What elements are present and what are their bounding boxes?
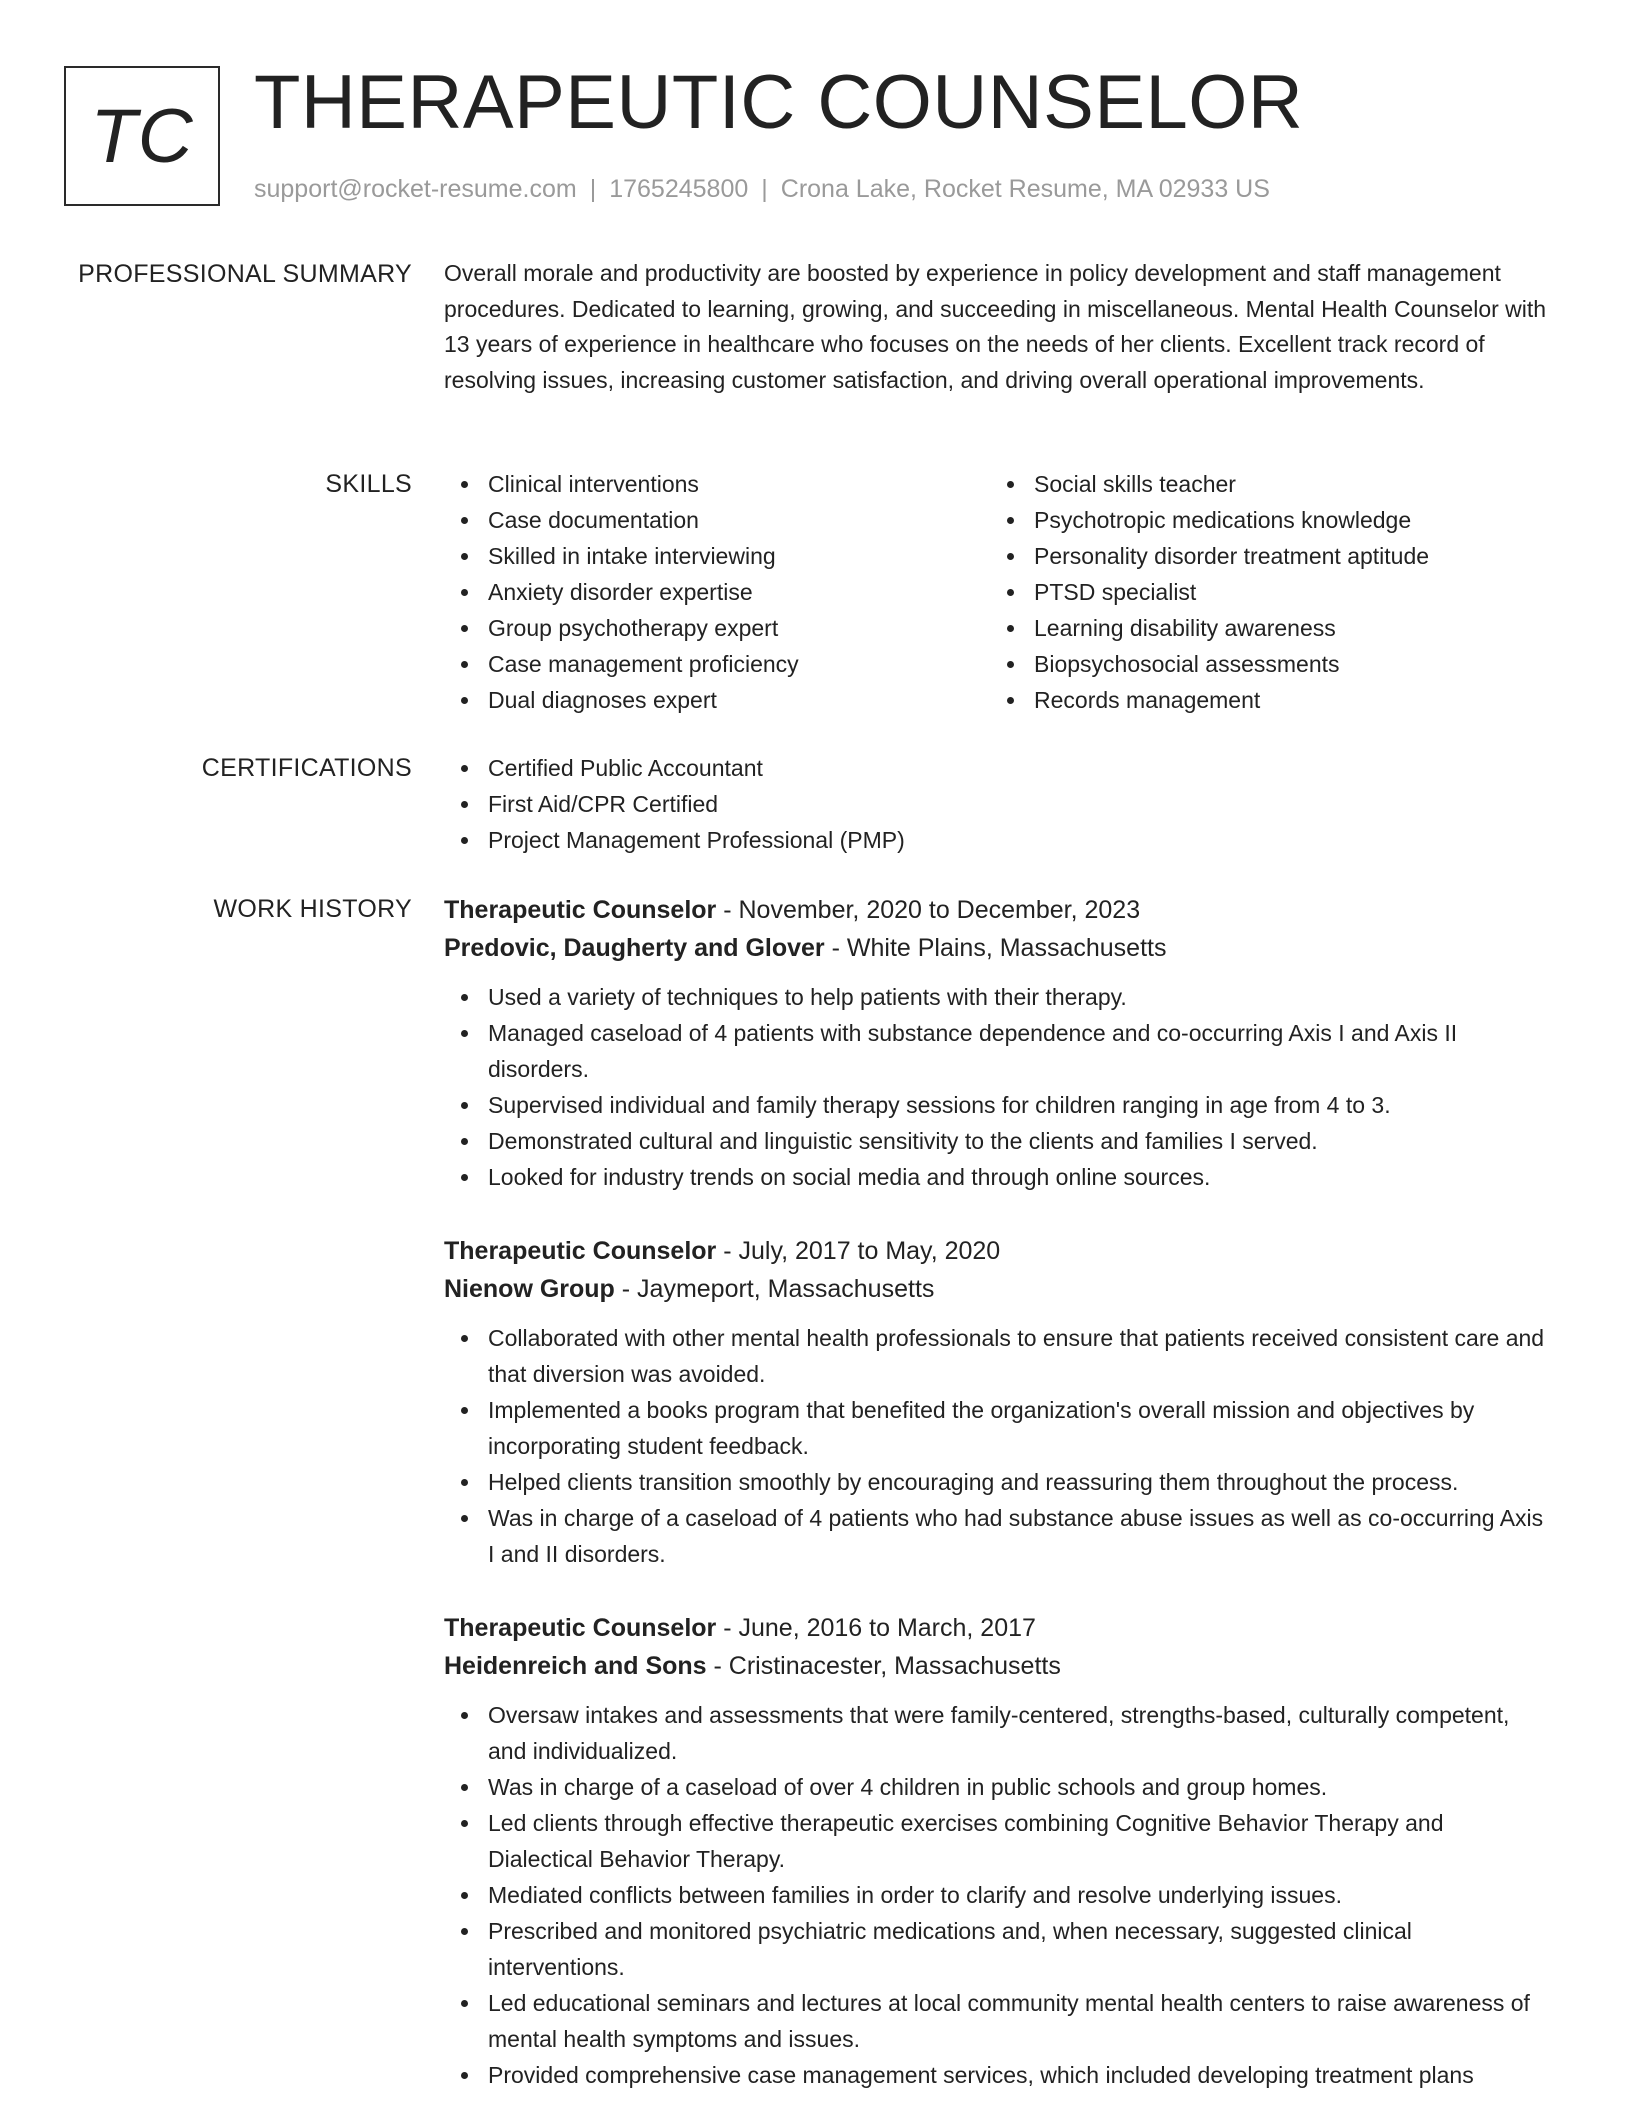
skill-item: Skilled in intake interviewing [488, 538, 990, 574]
summary-body [444, 256, 1554, 398]
skill-item: Case documentation [488, 502, 990, 538]
summary-text: Overall morale and productivity are boosted by experience in policy development and staff management procedures. Dedicated to learning, growing, and succeeding in miscellaneous. Mental Health Counselor with 13 years of experience in healthcare who focuses on the needs of her clients. Excellent track record of resolving issues, increasing customer satisfaction, and driving overall operational improvements. [444, 260, 1547, 393]
job-location: - Cristinacester, Massachusetts [706, 1652, 1061, 1680]
job-bullet: Was in charge of a caseload of 4 patients who had substance abuse issues as well as co-occurring Axis I and II disorders. [488, 1500, 1554, 1572]
job-bullet: Collaborated with other mental health professionals to ensure that patients received consistent care and that diversion was avoided. [488, 1320, 1554, 1392]
skill-item: Records management [1034, 682, 1536, 718]
contact-separator: | [589, 175, 597, 203]
job-company: Heidenreich and Sons [444, 1652, 707, 1680]
job-dates: - June, 2016 to March, 2017 [716, 1614, 1036, 1642]
skill-item: Learning disability awareness [1034, 610, 1536, 646]
job-company: Nienow Group [444, 1275, 615, 1303]
job-entry [444, 891, 1554, 1195]
section-heading-summary: PROFESSIONAL SUMMARY [78, 260, 412, 288]
skill-item: Biopsychosocial assessments [1034, 646, 1536, 682]
certification-item: First Aid/CPR Certified [488, 786, 1554, 822]
job-title: Therapeutic Counselor [444, 1614, 717, 1642]
job-title: Therapeutic Counselor [444, 1237, 717, 1265]
contact-address: Crona Lake, Rocket Resume, MA 02933 US [780, 175, 1270, 203]
job-bullet-list [444, 1697, 1554, 2093]
job-entry [444, 1609, 1554, 2093]
job-bullet: Used a variety of techniques to help patients with their therapy. [488, 979, 1554, 1015]
job-title-line [444, 1232, 1554, 1270]
contact-line [254, 172, 1270, 206]
job-bullet: Led clients through effective therapeutic exercises combining Cognitive Behavior Therapy and Dialectical Behavior Therapy. [488, 1805, 1554, 1877]
skill-item: PTSD specialist [1034, 574, 1536, 610]
job-bullet: Looked for industry trends on social media and through online sources. [488, 1159, 1554, 1195]
job-bullet-list [444, 979, 1554, 1195]
skill-item: Case management proficiency [488, 646, 990, 682]
section-heading-skills: SKILLS [325, 470, 412, 498]
job-company: Predovic, Daugherty and Glover [444, 934, 825, 962]
job-bullet: Helped clients transition smoothly by encouraging and reassuring them throughout the process. [488, 1464, 1554, 1500]
job-company-line [444, 929, 1554, 967]
skill-item: Clinical interventions [488, 466, 990, 502]
resume-name: THERAPEUTIC COUNSELOR [254, 60, 1304, 145]
certification-item: Certified Public Accountant [488, 750, 1554, 786]
job-bullet: Oversaw intakes and assessments that were family-centered, strengths-based, culturally competent, and individualized. [488, 1697, 1554, 1769]
monogram-text: TC [90, 93, 194, 179]
job-dates: - November, 2020 to December, 2023 [716, 896, 1141, 924]
job-company-line [444, 1270, 1554, 1308]
skill-item: Dual diagnoses expert [488, 682, 990, 718]
skill-item: Personality disorder treatment aptitude [1034, 538, 1536, 574]
skills-column-right [990, 466, 1536, 718]
skill-item: Psychotropic medications knowledge [1034, 502, 1536, 538]
section-heading-certifications: CERTIFICATIONS [201, 754, 412, 782]
job-title-line [444, 1609, 1554, 1647]
section-heading-work-history: WORK HISTORY [213, 895, 412, 923]
job-bullet: Was in charge of a caseload of over 4 children in public schools and group homes. [488, 1769, 1554, 1805]
job-bullet: Prescribed and monitored psychiatric medications and, when necessary, suggested clinical interventions. [488, 1913, 1554, 1985]
job-bullet: Demonstrated cultural and linguistic sensitivity to the clients and families I served. [488, 1123, 1554, 1159]
job-bullet: Supervised individual and family therapy sessions for children ranging in age from 4 to 3. [488, 1087, 1554, 1123]
certifications-body [444, 750, 1554, 858]
job-bullet: Implemented a books program that benefited the organization's overall mission and objectives by incorporating student feedback. [488, 1392, 1554, 1464]
job-entry [444, 1232, 1554, 1572]
job-bullet: Provided comprehensive case management services, which included developing treatment plans [488, 2057, 1554, 2093]
contact-separator: | [761, 175, 768, 203]
skill-item: Social skills teacher [1034, 466, 1536, 502]
job-bullet: Managed caseload of 4 patients with substance dependence and co-occurring Axis I and Axis II disorders. [488, 1015, 1554, 1087]
job-location: - White Plains, Massachusetts [824, 934, 1167, 962]
skills-column-left [444, 466, 990, 718]
certification-item: Project Management Professional (PMP) [488, 822, 1554, 858]
monogram-logo [64, 66, 220, 206]
skill-item: Group psychotherapy expert [488, 610, 990, 646]
contact-phone[interactable]: 1765245800 [609, 175, 749, 203]
job-title-line [444, 891, 1554, 929]
contact-email[interactable]: support@rocket-resume.com [254, 175, 577, 203]
job-company-line [444, 1647, 1554, 1685]
job-dates: - July, 2017 to May, 2020 [716, 1237, 1001, 1265]
job-bullet-list [444, 1320, 1554, 1572]
job-bullet: Mediated conflicts between families in order to clarify and resolve underlying issues. [488, 1877, 1554, 1913]
job-bullet: Led educational seminars and lectures at local community mental health centers to raise awareness of mental health symptoms and issues. [488, 1985, 1554, 2057]
job-title: Therapeutic Counselor [444, 896, 717, 924]
skill-item: Anxiety disorder expertise [488, 574, 990, 610]
job-location: - Jaymeport, Massachusetts [614, 1275, 935, 1303]
skills-body [444, 466, 1554, 718]
